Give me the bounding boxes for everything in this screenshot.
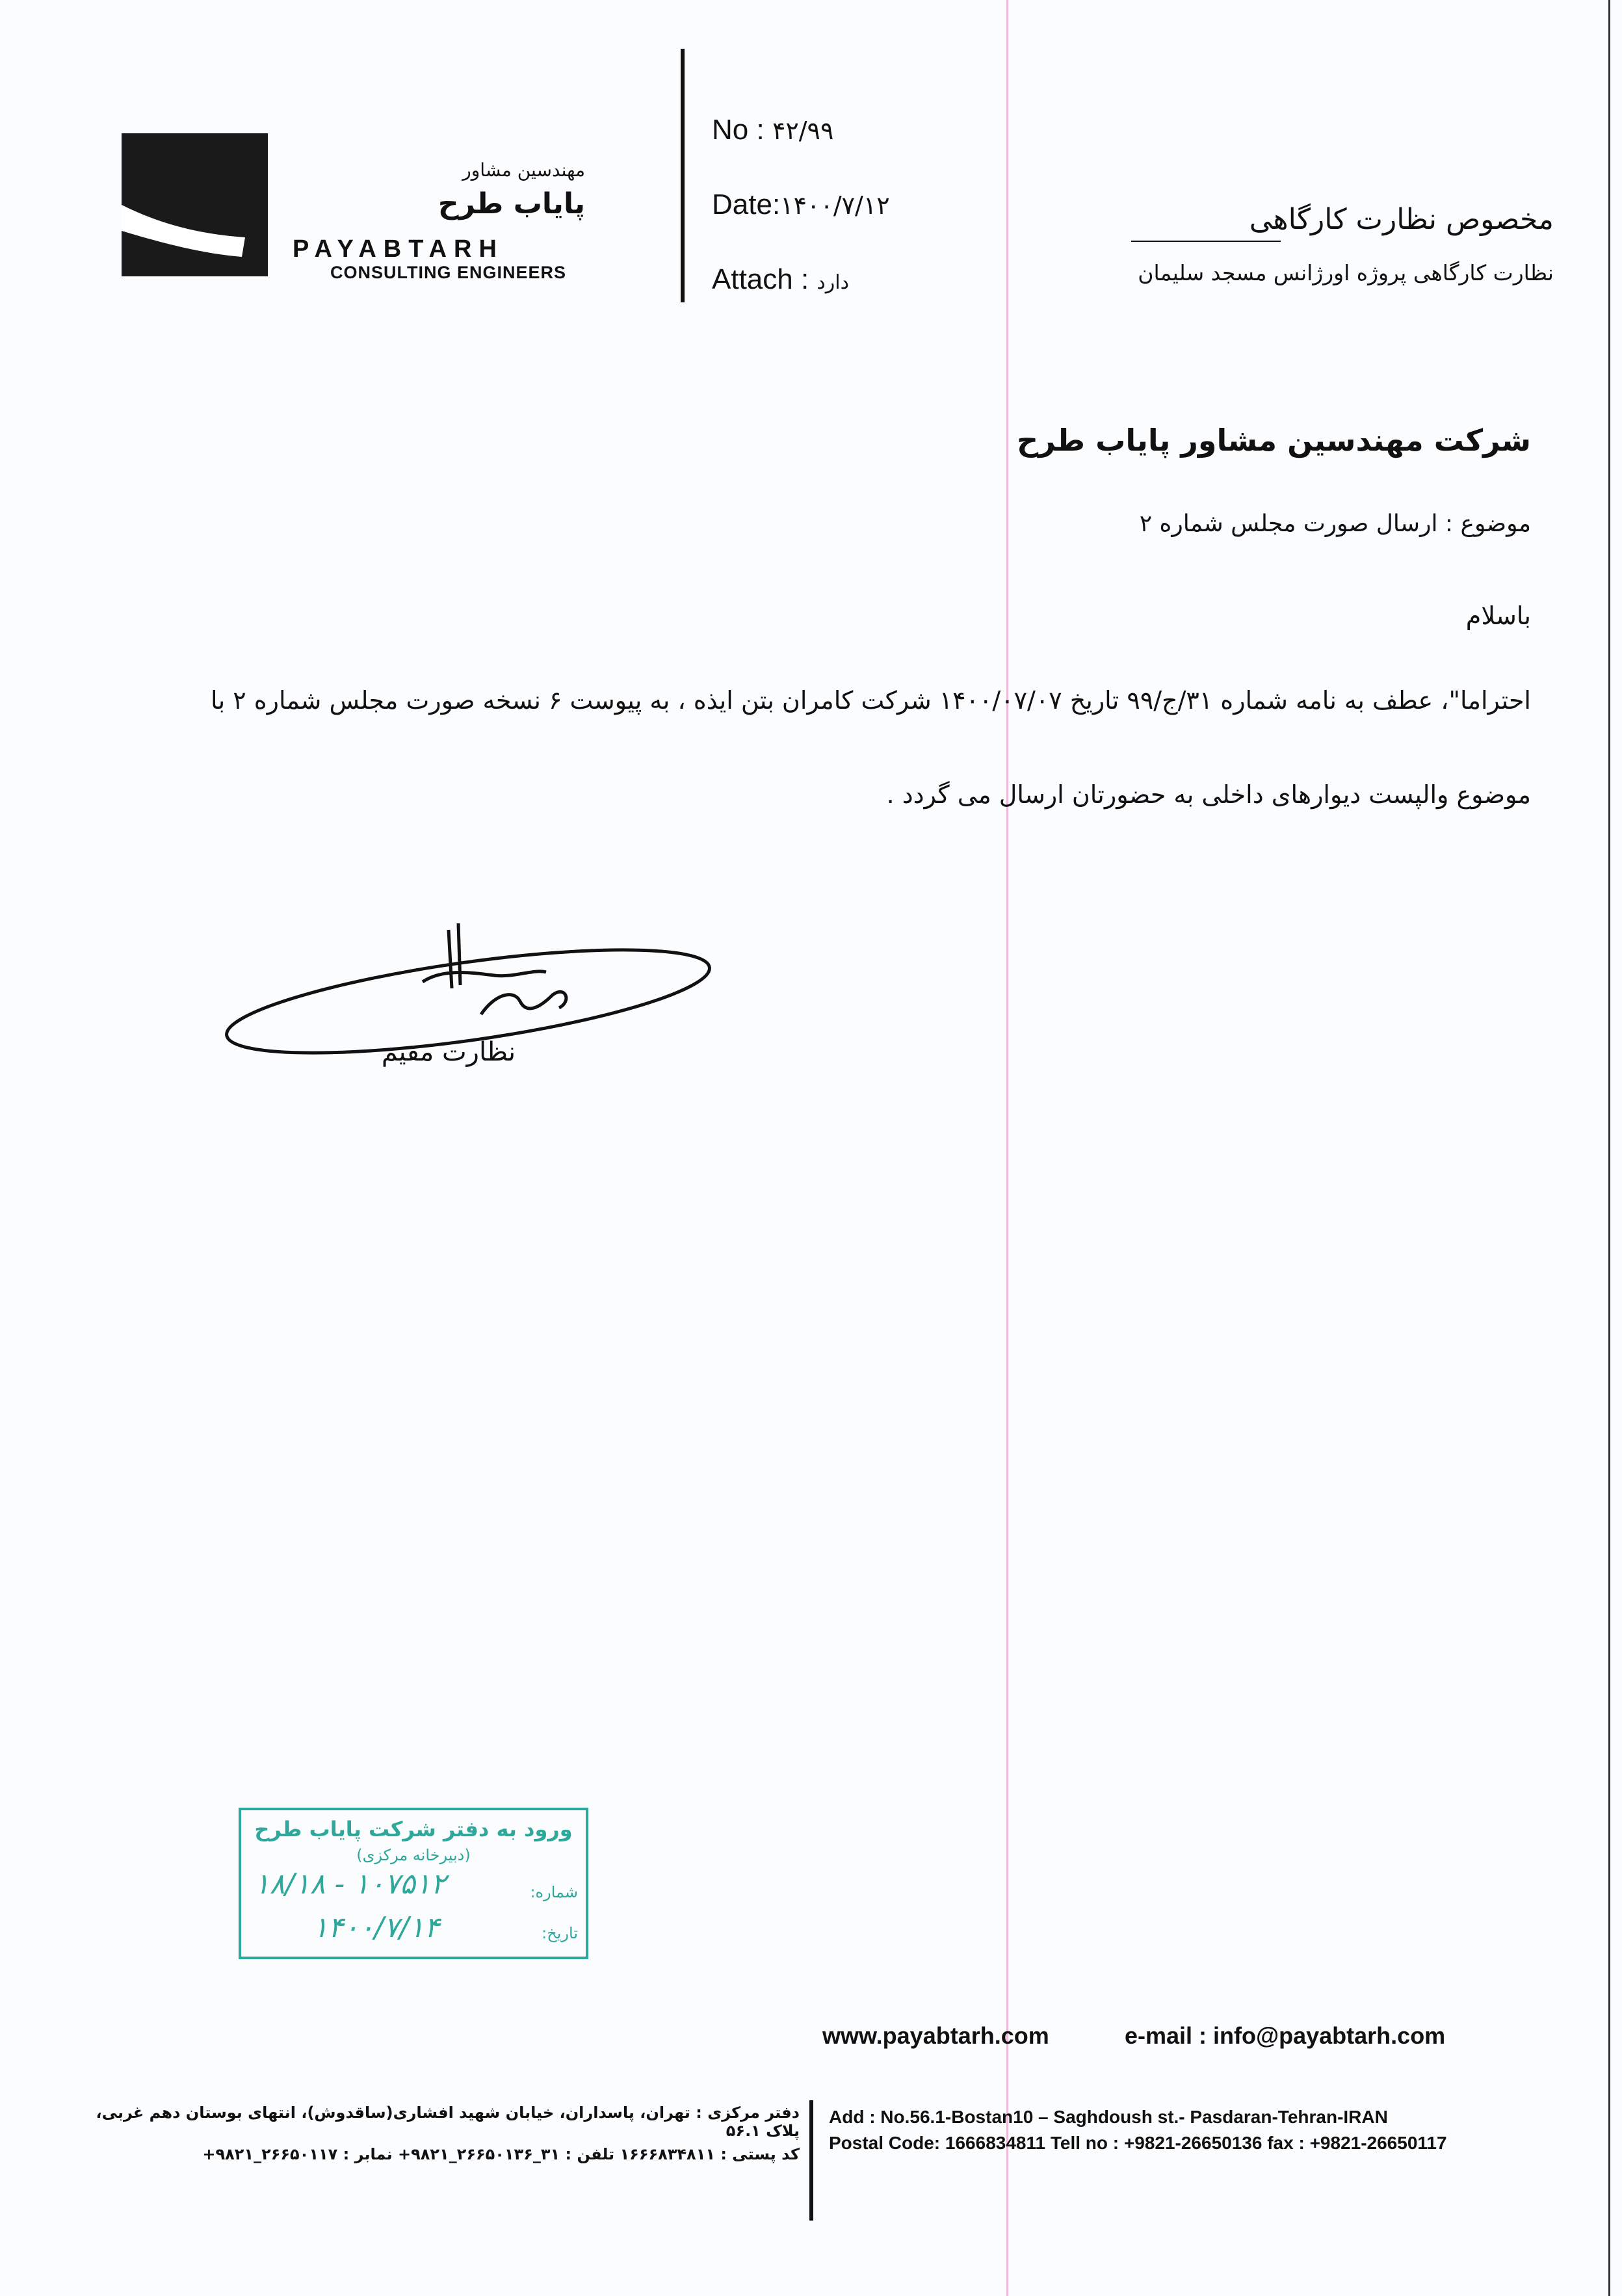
stamp-date-value: ۱۴۰۰/۷/۱۴	[313, 1911, 440, 1944]
company-logo	[122, 133, 268, 276]
letter-attachment-label: Attach :	[712, 263, 809, 295]
footer-email: e-mail : info@payabtarh.com	[1125, 2022, 1446, 2049]
letter-attachment	[712, 263, 849, 296]
stamp-number-label: شماره:	[530, 1883, 578, 1901]
footer-contact-english: Postal Code: 1666834811 Tell no : +9821-26650136 fax : +9821-26650117	[829, 2133, 1447, 2153]
letter-date-label: Date:	[712, 189, 781, 220]
letter-number-value: ۴۲/۹۹	[772, 116, 834, 145]
body-paragraph-line-2: موضوع والپست دیوارهای داخلی به حضورتان ارسال می گردد .	[886, 780, 1531, 809]
letter-date-value: ۱۴۰۰/۷/۱۲	[780, 191, 890, 220]
body-paragraph-line-1: احتراما"، عطف به نامه شماره ۳۱/ج/۹۹ تاریخ ۱۴۰۰/۰۷/۰۷ شرکت کامران بتن ایذه ، به پیوست ۶ نسخه صورت مجلس شماره ۲ با	[211, 686, 1531, 715]
footer-divider	[809, 2100, 813, 2221]
receipt-stamp	[239, 1808, 588, 1959]
stamp-date-label: تاریخ:	[542, 1924, 578, 1942]
project-line: نظارت کارگاهی پروژه اورژانس مسجد سلیمان	[1138, 260, 1554, 285]
letter-number	[712, 114, 833, 146]
letter-number-label: No :	[712, 114, 765, 146]
stamp-number-value: ۱۸/۱۸ - ۱۰۷۵۱۲	[254, 1867, 447, 1901]
footer-address-persian	[59, 2104, 800, 2163]
letter-greeting: باسلام	[1465, 601, 1531, 630]
stamp-subtitle: (دبیرخانه مرکزی)	[356, 1846, 471, 1864]
logo-english-subtitle: CONSULTING ENGINEERS	[330, 263, 567, 282]
scan-artifact-line	[1006, 0, 1008, 2296]
scan-edge-right	[1608, 0, 1610, 2296]
letter-subject: موضوع : ارسال صورت مجلس شماره ۲	[1139, 510, 1531, 537]
logo-english-name: PAYABTARH	[293, 235, 504, 263]
signature-label: نظارت مقیم	[381, 1037, 516, 1067]
letter-attachment-value: دارد	[817, 271, 849, 294]
footer-address-persian-line-1: دفتر مرکزی : تهران، پاسداران، خیابان شهید افشاری(ساقدوش)، انتهای بوستان دهم غربی، پلاک ۵۶.۱	[96, 2104, 800, 2140]
footer-address-persian-line-2: کد پستی : ۱۶۶۶۸۳۴۸۱۱ تلفن : ۳۱_۲۶۶۵۰۱۳۶_۹۸۲۱+ نمابر : ۲۶۶۵۰۱۱۷_۹۸۲۱+	[202, 2145, 800, 2163]
supervision-title: مخصوص نظارت کارگاهی	[1249, 203, 1554, 236]
footer-website: www.payabtarh.com	[822, 2022, 1049, 2049]
logo-persian-subtitle: مهندسین مشاور	[462, 159, 585, 181]
logo-persian-name: پایاب طرح	[438, 187, 585, 220]
stamp-title: ورود به دفتر شرکت پایاب طرح	[254, 1817, 573, 1841]
supervision-underline	[1131, 241, 1281, 242]
header-divider	[681, 49, 685, 302]
footer-address-english: Add : No.56.1-Bostan10 – Saghdoush st.- Pasdaran-Tehran-IRAN	[829, 2107, 1388, 2127]
letter-date	[712, 189, 890, 221]
recipient-company: شرکت مهندسین مشاور پایاب طرح	[1016, 423, 1531, 458]
